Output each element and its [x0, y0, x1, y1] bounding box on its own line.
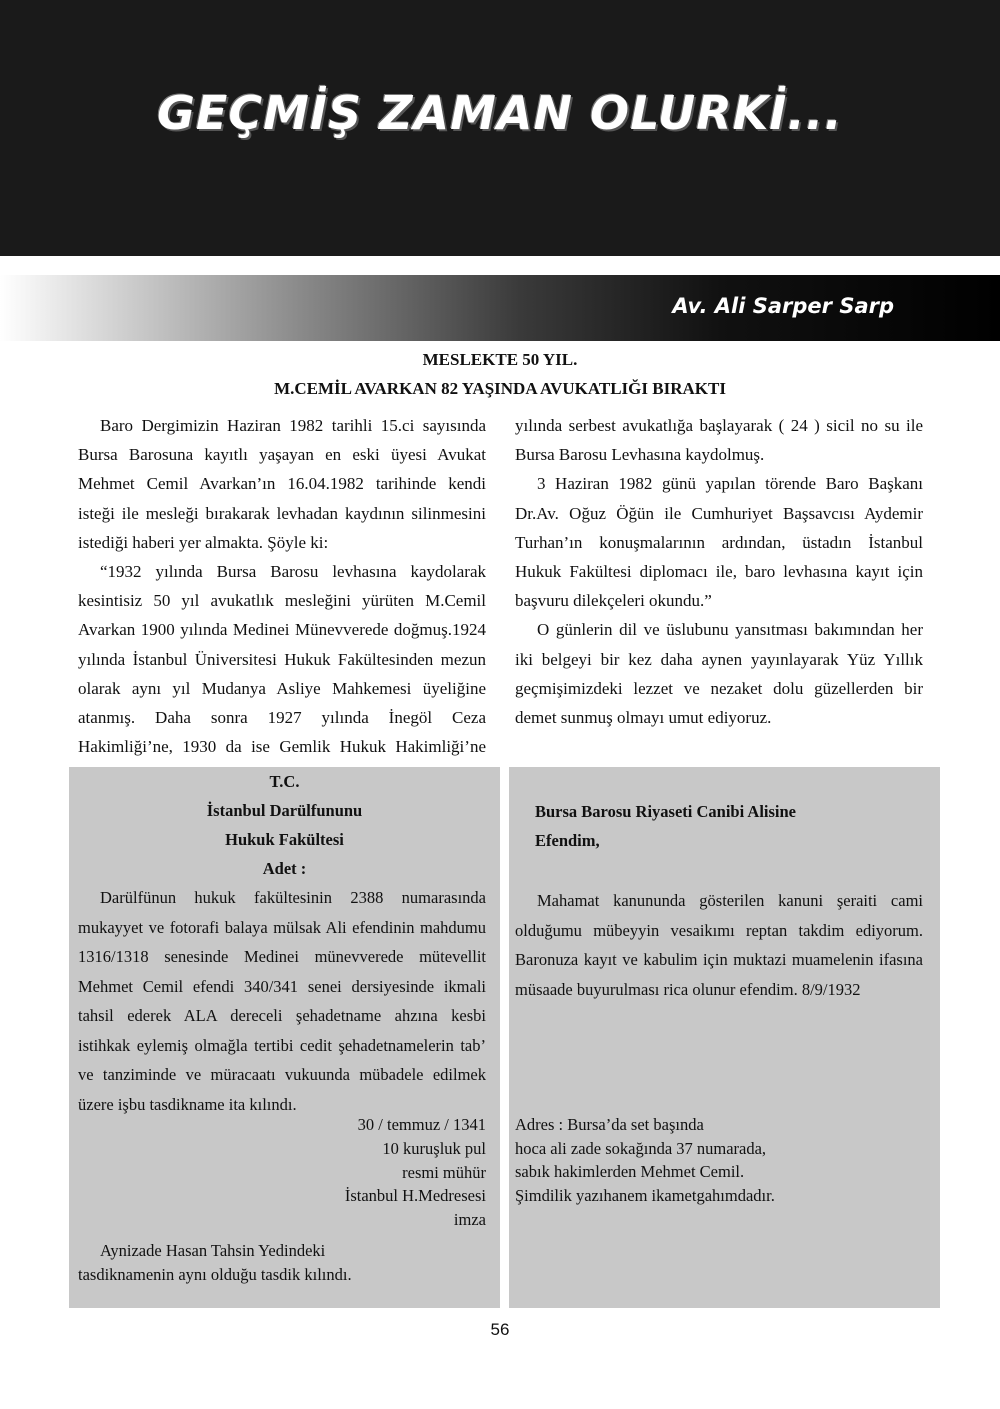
- article-right-column: [515, 411, 923, 732]
- article-left-column: [78, 411, 486, 791]
- petition-document-box: [509, 767, 940, 1308]
- signature-line: 30 / temmuz / 1341: [357, 1115, 486, 1134]
- article-heading-1: MESLEKTE 50 YIL.: [422, 350, 578, 369]
- signature-line: 10 kuruşluk pul: [382, 1138, 486, 1158]
- section-title: GEÇMİŞ ZAMAN OLURKİ...: [157, 86, 843, 140]
- diploma-header-line: Hukuk Fakültesi: [225, 830, 344, 849]
- address-line: sabık hakimlerden Mehmet Cemil.: [515, 1162, 745, 1181]
- certification-line: Aynizade Hasan Tahsin Yedindeki: [100, 1241, 326, 1260]
- page-number: 56: [490, 1320, 510, 1339]
- petition-body: [515, 886, 923, 1004]
- diploma-header-line: İstanbul Darülfununu: [206, 801, 363, 820]
- signature-line: imza: [453, 1210, 486, 1230]
- article-paragraph: 3 Haziran 1982 günü yapılan törende Baro Başkanı Dr.Av. Oğuz Öğün ile Cumhuriyet Başsavcısı Aydemir Turhan’ın konuşmalarının ardından, üstadın İstanbul Hukuk Fakültesi diplomacı ile, baro levhasına kayıt için başvuru dilekçeleri okundu.”: [515, 474, 923, 611]
- petition-address: [515, 1113, 923, 1207]
- diploma-document-box: [69, 767, 500, 1308]
- petition-greeting: [535, 797, 935, 855]
- diploma-header-line: Adet :: [262, 859, 307, 878]
- diploma-header-line: T.C.: [269, 772, 300, 791]
- article-paragraph: “1932 yılında Bursa Barosu levhasına kaydolarak kesintisiz 50 yıl avukatlık mesleğini yürüten M.Cemil Avarkan 1900 yılında Medinei Münevverede doğmuş.1924 yılında İstanbul Üniversitesi Hukuk Fakültesinden mezun olarak aynı yıl Mudanya Asliye Mahkemesi üyeliğine atanmış. Daha sonra 1927 yılında İnegöl Ceza Hakimliği’ne, 1930 da ise Gemlik Hukuk Hakimliği’ne: [78, 562, 486, 757]
- diploma-body: [78, 883, 486, 1119]
- signature-line: İstanbul H.Medresesi: [344, 1186, 486, 1206]
- signature-line: resmi mühür: [402, 1162, 486, 1182]
- article-paragraph: O günlerin dil ve üslubunu yansıtması bakımından her iki belgeyi bir kez daha aynen yayınlayarak Yüz Yıllık geçmişimizdeki lezzet ve nezaket dolu güzellerden bir demet sunmuş olmayı umut ediyoruz.: [515, 620, 923, 728]
- address-line: Şimdilik yazıhanem ikametgahımdadır.: [515, 1185, 775, 1205]
- author-name: Av. Ali Sarper Sarp: [672, 294, 894, 318]
- petition-body-text: Mahamat kanununda gösterilen kanuni şeraiti cami olduğumu mübeyyin vesaikımı reptan takdim ediyorum. Baronuza kayıt ve kabulim için muktazi muamelenin ifasına müsaade buyurulması rica olunur efendim. 8/9/1932: [515, 891, 923, 999]
- diploma-certification: [78, 1239, 486, 1286]
- greeting-line: Efendim,: [535, 831, 600, 850]
- article-paragraph: Baro Dergimizin Haziran 1982 tarihli 15.ci sayısında Bursa Barosuna kayıtlı yaşayan en eski üyesi Avukat Mehmet Cemil Avarkan’ın 16.04.1982 tarihinde kendi isteği ile mesleği bırakarak levhadan kaydının silinmesini istediği haberi yer almakta. Şöyle ki:: [78, 416, 486, 552]
- certification-line: tasdiknamenin aynı olduğu tasdik kılındı.: [78, 1264, 352, 1284]
- author-band: [0, 275, 1000, 341]
- address-line: Adres : Bursa’da set başında: [515, 1115, 704, 1134]
- address-line: hoca ali zade sokağında 37 numarada,: [515, 1138, 767, 1158]
- header-band: [0, 0, 1000, 256]
- diploma-signature-block: [78, 1113, 486, 1232]
- diploma-header: [69, 767, 500, 883]
- diploma-body-text: Darülfünun hukuk fakültesinin 2388 numarasında mukayyet ve fotorafi balaya mülsak Ali efendinin mahdumu 1316/1318 senesinde Medinei münevverede mütevellit Mehmet Cemil efendi 340/341 senei dersiyesinde ikmali tahsil ederek ALA dereceli şehadetname ahzına kesbi istihkak eylemiş olmağla tertibi cedit şehadetnamelerin tab’ ve tanziminde ve müracaatı vukuunda mübadele edilmek üzere işbu tasdikname ita kılındı.: [78, 888, 486, 1114]
- greeting-line: Bursa Barosu Riyaseti Canibi Alisine: [535, 802, 796, 821]
- article-heading-2: M.CEMİL AVARKAN 82 YAŞINDA AVUKATLIĞI BIRAKTI: [274, 379, 726, 398]
- article-paragraph: yılında serbest avukatlığa başlayarak ( 24 ) sicil no su ile Bursa Barosu Levhasına kaydolmuş.: [515, 416, 923, 465]
